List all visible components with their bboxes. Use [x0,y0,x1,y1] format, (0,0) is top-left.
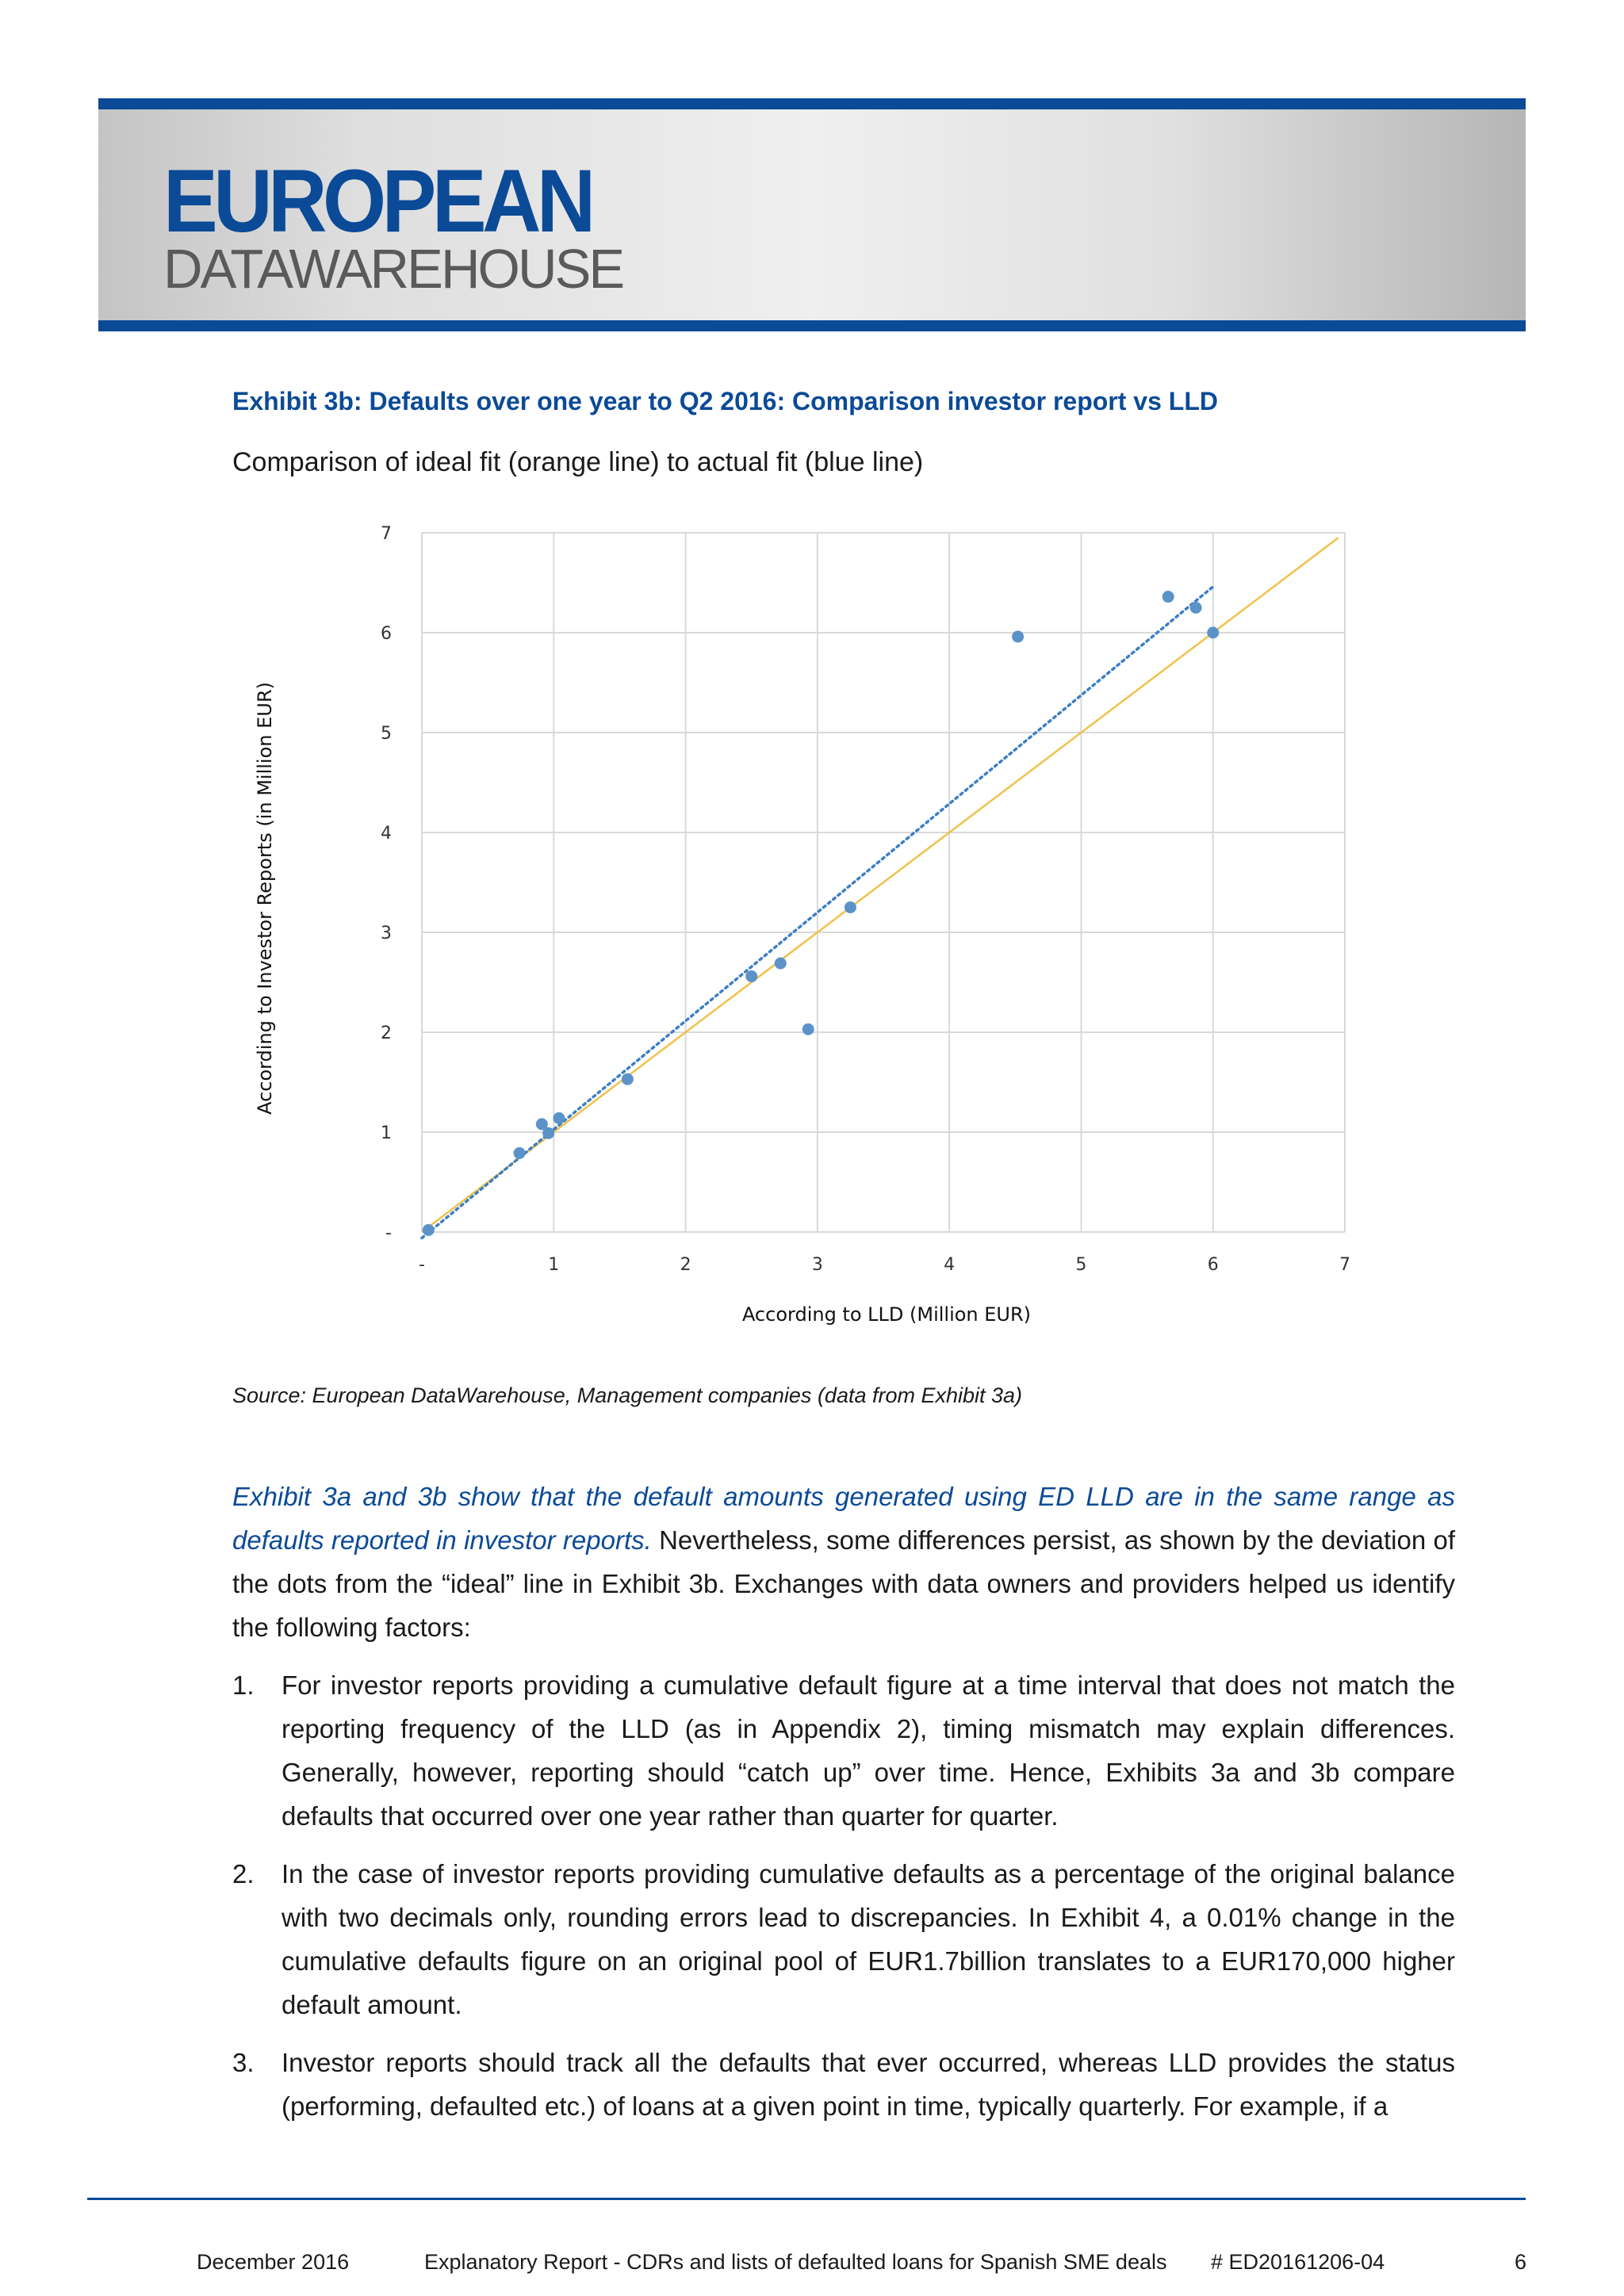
logo-european: EUROPEAN [163,151,592,251]
data-point [542,1127,554,1139]
logo-datawarehouse: DATAWAREHOUSE [163,238,623,300]
data-point [622,1073,634,1085]
data-point [514,1147,526,1159]
data-point [1012,631,1024,643]
european-datawarehouse-logo [163,151,632,300]
y-tick-label: 7 [381,524,392,544]
footer-report-id: # ED20161206-04 [1211,2250,1385,2274]
y-axis-label: According to Investor Reports (in Million EUR) [254,682,276,1115]
ideal-fit-line [422,538,1339,1232]
y-tick-label: - [385,1223,392,1243]
x-tick-label: 3 [811,1255,823,1275]
list-item-number: 1. [232,1670,255,1700]
x-tick-label: 2 [680,1255,691,1275]
data-point [745,970,757,982]
x-tick-label: - [419,1255,425,1275]
data-point [802,1024,814,1035]
x-tick-label: 4 [944,1255,956,1275]
data-point [845,901,856,913]
data-point [775,958,787,970]
source-note: Source: European DataWarehouse, Management companies (data from Exhibit 3a) [232,1383,1023,1407]
list-item-text: In the case of investor reports providing cumulative defaults as a percentage of the original balance with two decimals only, rounding errors lead to discrepancies. In Exhibit 4, a 0.01% change in the cumulative defaults figure on an original pool of EUR1.7billion translates to a EUR170,000 higher default amount. [282,1859,1455,2019]
exhibit-subtitle: Comparison of ideal fit (orange line) to actual fit (blue line) [232,447,924,477]
data-point [423,1224,435,1236]
data-point [1190,602,1202,614]
intro-paragraph [232,1475,1455,1649]
intro-rest: Nevertheless, some differences persist, as shown by the deviation of the dots from the “ideal” line in Exhibit 3b. Exchanges with data owners and providers helped us identify the following factors: [232,1525,1455,1642]
x-tick-label: 5 [1075,1255,1087,1275]
footer-date: December 2016 [197,2250,350,2274]
list-item [232,1852,1455,2026]
y-tick-label: 3 [381,924,392,943]
list-item [232,2041,1455,2128]
y-tick-label: 4 [381,824,392,844]
data-point [1162,591,1174,603]
y-tick-label: 6 [381,624,392,644]
x-tick-label: 1 [548,1255,560,1275]
list-item-number: 3. [232,2048,255,2077]
intro-highlight: Exhibit 3a and 3b show that the default amounts generated using ED LLD are in the same range as defaults reported in investor reports. [232,1482,1455,1555]
list-item-text: For investor reports providing a cumulative default figure at a time interval that does not match the reporting frequency of the LLD (as in Appendix 2), timing mismatch may explain differences. Generally, however, reporting should “catch up” over time. Hence, Exhibits 3a and 3b compare defaults that occurred over one year rather than quarter for quarter. [282,1670,1455,1831]
header-banner [98,98,1526,331]
body-text [232,1475,1455,2142]
footer-divider [87,2198,1526,2200]
list-item [232,1663,1455,1838]
list-item-number: 2. [232,1859,255,1888]
x-tick-label: 7 [1339,1255,1350,1275]
footer-report-title: Explanatory Report - CDRs and lists of defaulted loans for Spanish SME deals [424,2250,1167,2274]
footer-page-number: 6 [1515,2250,1527,2274]
scatter-chart [238,507,1364,1340]
y-tick-label: 5 [381,724,392,744]
data-point [1207,627,1219,639]
axis-ticks [381,524,1350,1275]
fit-lines [422,538,1339,1238]
x-axis-label: According to LLD (Million EUR) [741,1303,1032,1326]
exhibit-title: Exhibit 3b: Defaults over one year to Q2 2016: Comparison investor report vs LLD [232,387,1218,415]
list-item-text: Investor reports should track all the defaults that ever occurred, whereas LLD provides the status (performing, defaulted etc.) of loans at a given point in time, typically quarterly. For example, if a [282,2048,1455,2121]
x-tick-label: 6 [1207,1255,1219,1275]
factor-list [232,1663,1455,2128]
y-tick-label: 1 [381,1123,392,1143]
data-point [553,1112,565,1124]
y-tick-label: 2 [381,1024,392,1043]
